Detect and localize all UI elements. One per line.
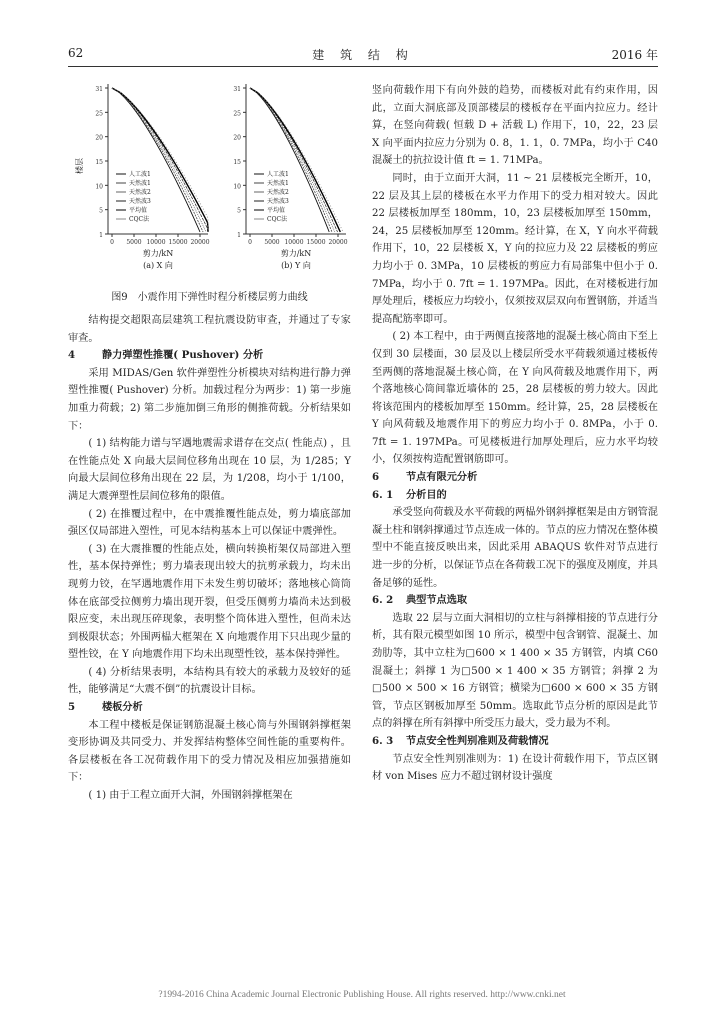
x-tick-label: 5000 xyxy=(126,239,142,246)
legend-entry: CQC法 xyxy=(129,216,150,223)
y-tick-label: 5 xyxy=(99,207,103,215)
right-column xyxy=(372,82,658,786)
y-tick-label: 20 xyxy=(233,134,241,142)
legend-entry: 天然波1 xyxy=(267,180,289,187)
section-title: 节点安全性判别准则及荷载情况 xyxy=(406,734,549,747)
x-tick-label: 10000 xyxy=(284,239,304,246)
legend-entry: 天然波2 xyxy=(267,189,289,196)
x-axis-label: 剪力/kN xyxy=(280,249,312,258)
x-tick-label: 0 xyxy=(248,239,252,246)
storey-shear-charts xyxy=(68,74,351,284)
body-paragraph: 竖向荷载作用下有向外鼓的趋势，而楼板对此有约束作用，因此，立面大洞底部及顶部楼层的楼板存在平面内拉应力。经计算，在竖向荷载( 恒载 D + 活载 L) 作用下，10，22，23 层 X 向平面内拉应力分别为 0. 8，1. 1，0. 7MPa，均小于 C40 混凝土的抗拉设计值 ft = 1. 71MPa。 xyxy=(372,85,658,167)
body-paragraph: 节点安全性判别准则为：1) 在设计荷载作用下，节点区钢材 von Mises 应力不超过钢材设计强度 xyxy=(372,753,658,783)
y-tick-label: 15 xyxy=(95,159,103,166)
body-paragraph: ( 1) 由于工程立面开大洞，外围钢斜撑框架在 xyxy=(88,790,293,802)
section-title: 节点有限元分析 xyxy=(406,471,478,484)
panel-sublabel: (b) Y 向 xyxy=(281,261,311,270)
copyright-footer: ?1994-2016 China Academic Journal Electronic Publishing House. All rights reserved. http://www.cnki.net xyxy=(158,990,566,1000)
legend-entry: 人工波1 xyxy=(129,171,151,178)
header-rule xyxy=(68,66,658,67)
legend-entry: 平均值 xyxy=(267,207,286,214)
body-paragraph: ( 2) 本工程中，由于两侧直接落地的混凝土核心筒由下至上仅到 30 层楼面，30 层及以上楼层所受水平荷载须通过楼板传至两侧的落地混凝土核心筒，在 Y 向风荷载及地震作用下，两个落地核心筒间靠近墙体的 25，28 层楼板的剪力较大。因此将该范围内的楼板加厚至 150mm。经计算，25，28 层楼板在 Y 向风荷载及地震作用下的剪应力均小于 0. 8MPa，小于 0. 7ft = 1. 197MPa。可见楼板进行加厚处理后，应力水平均较小，仅须按构造配置钢筋即可。 xyxy=(372,331,658,466)
x-tick-label: 10000 xyxy=(146,239,166,246)
y-tick-label: 25 xyxy=(233,110,241,118)
section-title: 静力弹塑性推覆( Pushover) 分析 xyxy=(102,349,264,362)
y-tick-label: 20 xyxy=(95,134,103,142)
body-paragraph: 结构提交超限高层建筑工程抗震设防审查，并通过了专家审查。 xyxy=(68,315,351,344)
figure-caption: 图9 小震作用下弹性时程分析楼层剪力曲线 xyxy=(111,292,308,303)
section-title: 楼板分析 xyxy=(102,701,143,714)
section-number: 6 xyxy=(372,471,380,484)
body-paragraph: ( 3) 在大震推覆的性能点处，横向转换桁架仅局部进入塑性，基本保持弹性；剪力墙表现出较大的抗剪承载力，均未出现剪力铰，在罕遇地震作用下未发生剪切破坏；落地核心筒筒体在底部受拉侧剪力墙出现开裂，但受压侧剪力墙尚未达到极限应变，未出现压碎现象，表明整个筒体进入塑性，但尚未达到极限状态；外围两榀大框架在 X 向地震作用下只出现少量的塑性铰，在 Y 向地震作用下均未出现塑性铰，基本保持弹性。 xyxy=(68,543,351,661)
body-paragraph: 承受竖向荷载及水平荷载的两榀外钢斜撑框架是由方钢管混凝土柱和钢斜撑通过节点连成一体的。节点的应力情况在整体模型中不能直接反映出来，因此采用 ABAQUS 软件对节点进行进一步的分析，以保证节点在各荷载工况下的强度及刚度，并具备足够的延性。 xyxy=(372,507,658,589)
legend-entry: CQC法 xyxy=(267,216,288,223)
section-number: 6. 1 xyxy=(372,488,394,501)
section-heading xyxy=(372,592,658,610)
panel-sublabel: (a) X 向 xyxy=(143,261,173,270)
legend-entry: 天然波1 xyxy=(129,180,151,187)
x-tick-label: 5000 xyxy=(264,239,280,246)
figure-9 xyxy=(68,74,351,306)
section-title: 分析目的 xyxy=(406,488,447,501)
page-header xyxy=(68,46,658,64)
body-paragraph: 选取 22 层与立面大洞相切的立柱与斜撑相接的节点进行分析，其有限元模型如图 10 所示，模型中包含钢管、混凝土、加劲肋等，其中立柱为□600 × 1 400 × 35 方钢管，内填 C60 混凝土；斜撑 1 为□500 × 1 400 × 35 方钢管；斜撑 2 为□500 × 500 × 16 方钢管；横梁为□600 × 600 × 35 方钢管，节点区钢板加厚至 50mm。选取此节点分析的原因是此节点的斜撑在所有斜撑中所受压力最大，受力最为不利。 xyxy=(372,612,658,730)
x-tick-label: 0 xyxy=(110,239,114,246)
y-tick-label: 31 xyxy=(95,86,103,93)
section-heading xyxy=(68,699,351,717)
section-title: 典型节点选取 xyxy=(406,594,468,607)
legend-entry: 天然波2 xyxy=(129,189,151,196)
y-tick-label: 1 xyxy=(237,232,241,239)
y-axis-label: 楼层 xyxy=(75,158,84,174)
y-tick-label: 10 xyxy=(233,183,241,191)
body-paragraph: ( 2) 在推覆过程中，在中震推覆性能点处，剪力墙底部加强区仅局部进入塑性，可见本结构基本上可以保证中震弹性。 xyxy=(68,508,351,538)
section-number: 6. 3 xyxy=(372,734,394,747)
issue-year: 2016 年 xyxy=(611,48,658,62)
body-paragraph: ( 1) 结构能力谱与罕遇地震需求谱存在交点( 性能点) ，且在性能点处 X 向最大层间位移角出现在 10 层，为 1/285；Y 向最大层间位移角出现在 22 层，为 1/208，均小于 1/100，满足大震弹塑性层间位移角的限值。 xyxy=(68,438,351,502)
y-tick-label: 25 xyxy=(95,110,103,118)
y-tick-label: 1 xyxy=(99,232,103,239)
shear-curve xyxy=(112,88,208,232)
x-tick-label: 15000 xyxy=(306,239,326,246)
x-tick-label: 20000 xyxy=(328,239,348,246)
section-heading xyxy=(68,347,351,365)
x-tick-label: 15000 xyxy=(168,239,188,246)
legend-entry: 人工波1 xyxy=(267,171,289,178)
body-paragraph: 采用 MIDAS/Gen 软件弹塑性分析模块对结构进行静力弹塑性推覆( Pushover) 分析。加载过程分为两步：1) 第一步施加重力荷载；2) 第二步施加倒三角形的侧推荷载。分析结果如下： xyxy=(68,367,351,432)
shear-curve xyxy=(112,88,208,232)
x-axis-label: 剪力/kN xyxy=(142,249,174,258)
legend-entry: 天然波3 xyxy=(267,198,289,205)
section-number: 5 xyxy=(68,701,76,714)
y-tick-label: 10 xyxy=(95,183,103,191)
body-paragraph: 同时，由于立面开大洞，11 ~ 21 层楼板完全断开，10，22 层及其上层的楼板在水平力作用下的受力相对较大。因此 22 层楼板加厚至 180mm，10，23 层楼板加厚至 150mm，24，25 层楼板加厚至 120mm。经计算，在 X，Y 向水平荷载作用下，10，22 层楼板 X，Y 向的拉应力及 22 层楼板的剪应力均小于 0. 3MPa，10 层楼板的剪应力有局部集中但小于 0. 7MPa，均小于 0. 7ft = 1. 197MPa。因此，在对楼板进行加厚处理后，楼板应力均较小，仅须按双层双向布置钢筋，并适当提高配筋率即可。 xyxy=(372,172,658,325)
y-tick-label: 5 xyxy=(237,207,241,215)
legend-entry: 天然波3 xyxy=(129,198,151,205)
section-number: 6. 2 xyxy=(372,594,394,607)
body-paragraph: 本工程中楼板是保证钢筋混凝土核心筒与外围钢斜撑框架变形协调及共同受力、并发挥结构整体空间性能的重要构件。各层楼板在各工况荷载作用下的受力情况及相应加强措施如下： xyxy=(68,719,351,784)
body-paragraph: ( 4) 分析结果表明，本结构具有较大的承载力及较好的延性，能够满足“大震不倒”的抗震设计目标。 xyxy=(68,666,351,696)
shear-curve xyxy=(112,88,208,232)
page-number: 62 xyxy=(68,46,84,60)
left-column xyxy=(68,312,351,805)
x-tick-label: 20000 xyxy=(190,239,210,246)
section-heading xyxy=(372,733,658,751)
section-heading xyxy=(372,469,658,487)
section-number: 4 xyxy=(68,349,76,362)
y-tick-label: 15 xyxy=(233,159,241,166)
y-tick-label: 31 xyxy=(233,86,241,93)
legend-entry: 平均值 xyxy=(129,207,148,214)
shear-curve xyxy=(112,88,206,232)
journal-title: 建 筑 结 构 xyxy=(312,48,414,62)
section-heading xyxy=(372,487,658,505)
